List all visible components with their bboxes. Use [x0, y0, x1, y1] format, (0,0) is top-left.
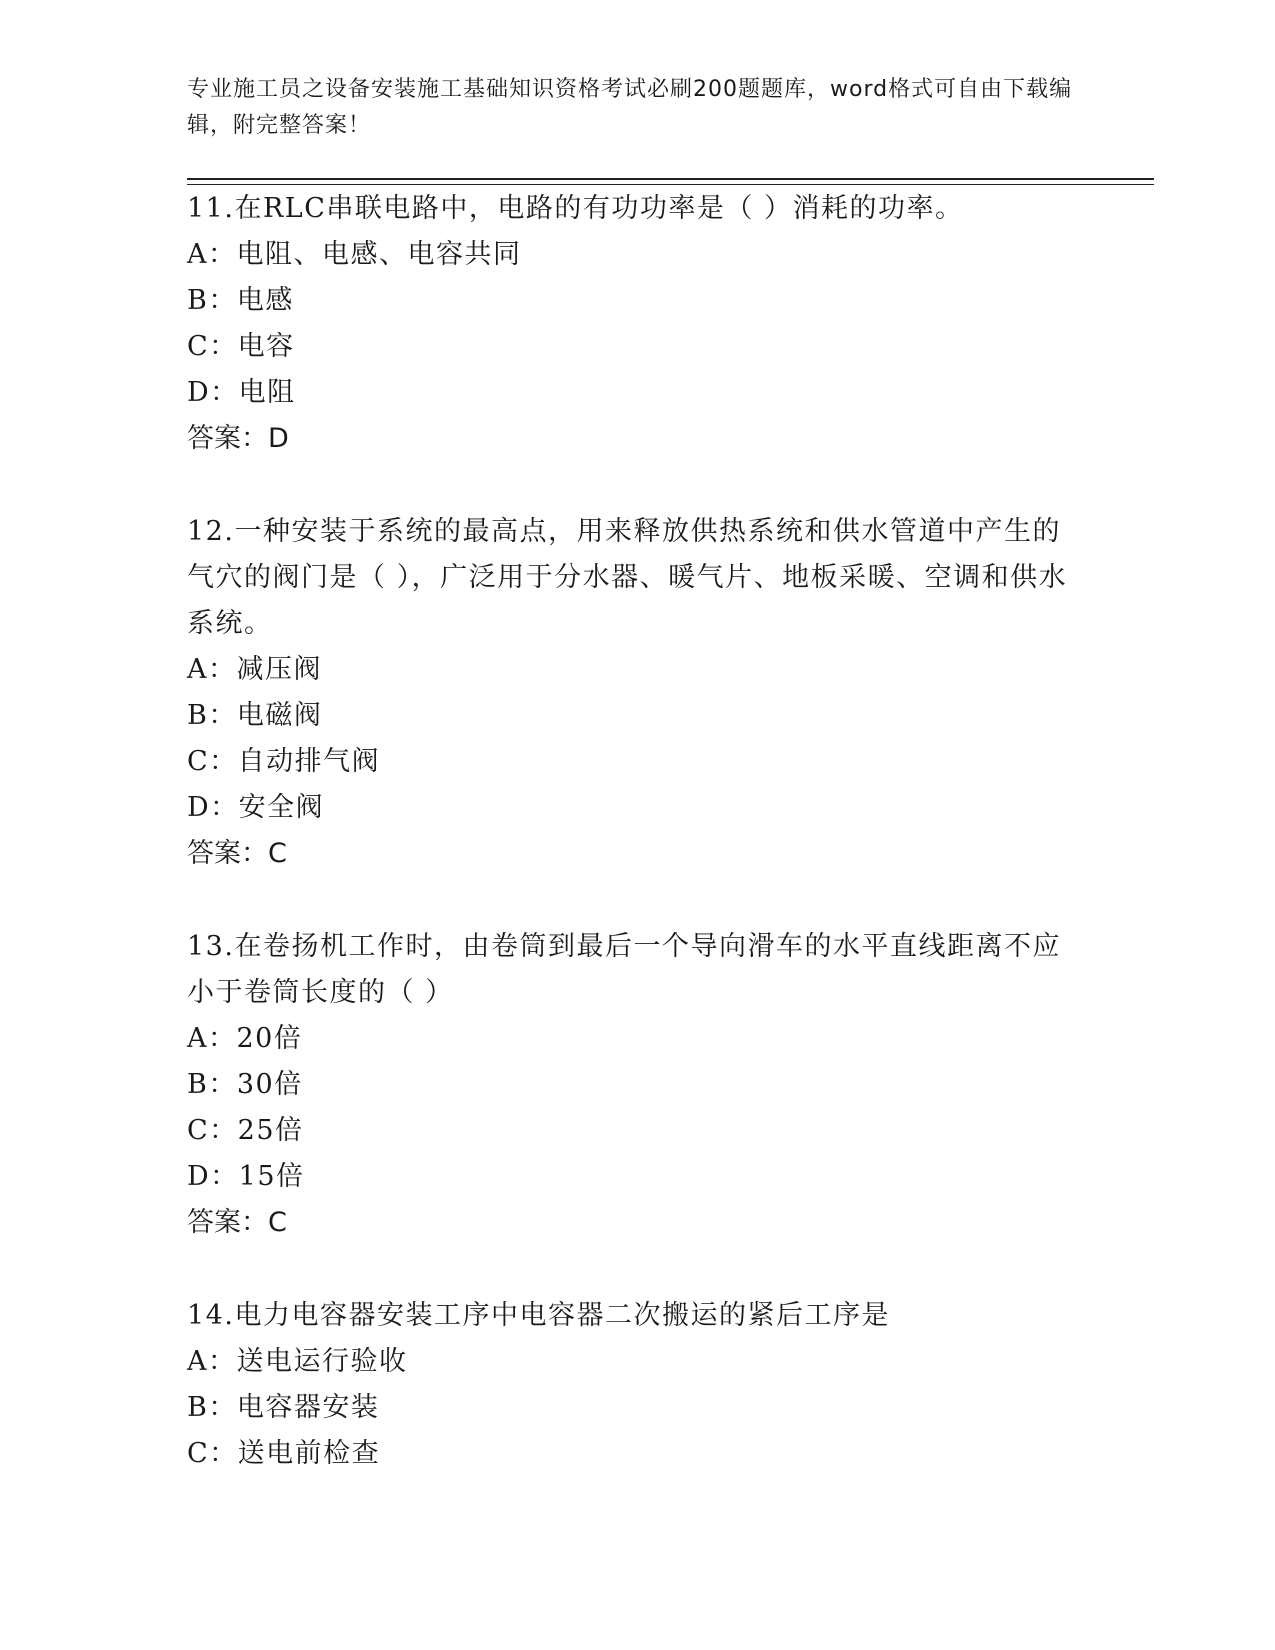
option-c: C：电容 — [187, 331, 295, 362]
question-stem: 11.在RLC串联电路中，电路的有功功率是（ ）消耗的功率。 — [187, 193, 964, 224]
option-a: A：电阻、电感、电容共同 — [187, 239, 522, 270]
option-d: D：安全阀 — [187, 792, 325, 823]
question-stem: 14.电力电容器安装工序中电容器二次搬运的紧后工序是 — [187, 1300, 890, 1331]
answer: 答案：C — [187, 1207, 287, 1238]
option-b: B：30倍 — [187, 1069, 303, 1100]
question-13 — [187, 924, 1087, 1246]
option-c: C：25倍 — [187, 1115, 304, 1146]
option-b: B：电容器安装 — [187, 1392, 380, 1423]
header-rule-thin — [187, 184, 1154, 185]
option-d: D：15倍 — [187, 1161, 305, 1192]
question-stem: 12.一种安装于系统的最高点，用来释放供热系统和供水管道中产生的气穴的阀门是（ ），广泛用于分水器、暖气片、地板采暖、空调和供水系统。 — [187, 516, 1068, 639]
option-a: A：减压阀 — [187, 654, 322, 685]
document-header: 专业施工员之设备安装施工基础知识资格考试必刷200题题库，word格式可自由下载编辑，附完整答案！ — [187, 77, 1073, 138]
option-b: B：电磁阀 — [187, 700, 323, 731]
option-c: C：送电前检查 — [187, 1438, 381, 1469]
question-list — [187, 186, 1087, 1524]
question-12 — [187, 509, 1087, 877]
answer: 答案：C — [187, 838, 287, 869]
header-rule-thick — [187, 178, 1154, 180]
option-c: C：自动排气阀 — [187, 746, 381, 777]
option-b: B：电感 — [187, 285, 294, 316]
question-14 — [187, 1293, 1087, 1477]
option-a: A：送电运行验收 — [187, 1346, 408, 1377]
question-stem: 13.在卷扬机工作时，由卷筒到最后一个导向滑车的水平直线距离不应小于卷筒长度的（ ） — [187, 931, 1061, 1008]
question-11 — [187, 186, 1087, 462]
option-a: A：20倍 — [187, 1023, 303, 1054]
option-d: D：电阻 — [187, 377, 296, 408]
answer: 答案：D — [187, 423, 289, 454]
